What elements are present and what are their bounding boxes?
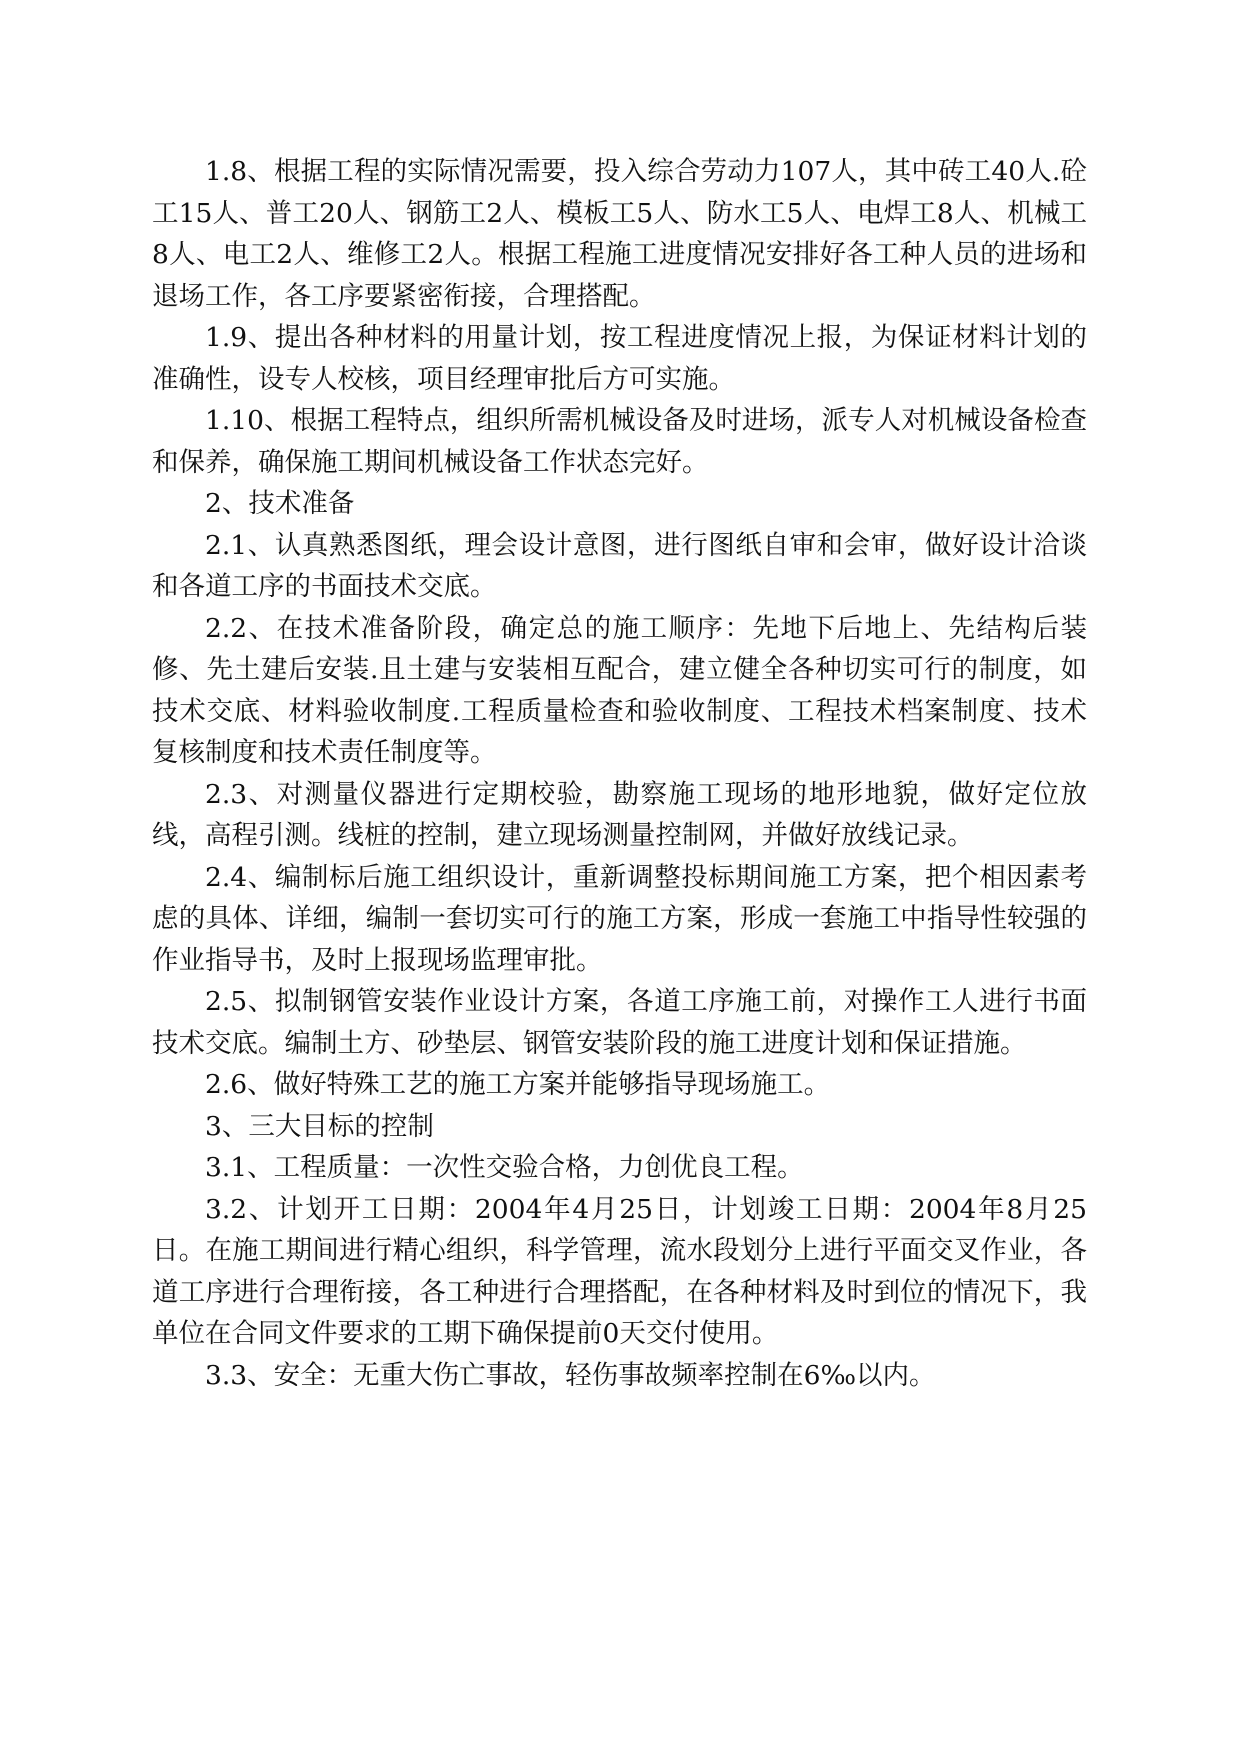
paragraph-3-3: 3.3、安全：无重大伤亡事故，轻伤事故频率控制在6‰以内。: [205, 1359, 936, 1391]
paragraph-2-5: 2.5、拟制钢管安装作业设计方案，各道工序施工前，对操作工人进行书面技术交底。编制土方、砂垫层、钢管安装阶段的施工进度计划和保证措施。: [152, 986, 1087, 1059]
paragraph-2-1: 2.1、认真熟悉图纸，理会设计意图，进行图纸自审和会审，做好设计洽谈和各道工序的书面技术交底。: [152, 529, 1087, 602]
paragraph-3-1: 3.1、工程质量：一次性交验合格，力创优良工程。: [205, 1152, 804, 1183]
document-body: [152, 151, 1087, 1396]
section-heading-3: 3、三大目标的控制: [205, 1110, 434, 1142]
paragraph-1-9: 1.9、提出各种材料的用量计划，按工程进度情况上报，为保证材料计划的准确性，设专人校核，项目经理审批后方可实施。: [152, 322, 1087, 395]
paragraph-2-3: 2.3、对测量仪器进行定期校验，勘察施工现场的地形地貌，做好定位放线，高程引测。线桩的控制，建立现场测量控制网，并做好放线记录。: [152, 778, 1087, 851]
paragraph-1-8: 1.8、根据工程的实际情况需要，投入综合劳动力107人，其中砖工40人.砼工15人、普工20人、钢筋工2人、模板工5人、防水工5人、电焊工8人、机械工8人、电工2人、维修工2人。根据工程施工进度情况安排好各工种人员的进场和退场工作，各工序要紧密衔接，合理搭配。: [152, 156, 1087, 312]
section-heading-2: 2、技术准备: [205, 488, 355, 519]
paragraph-2-4: 2.4、编制标后施工组织设计，重新调整投标期间施工方案，把个相因素考虑的具体、详细，编制一套切实可行的施工方案，形成一套施工中指导性较强的作业指导书，及时上报现场监理审批。: [152, 861, 1087, 976]
paragraph-3-2: 3.2、计划开工日期：2004年4月25日，计划竣工日期：2004年8月25日。在施工期间进行精心组织，科学管理，流水段划分上进行平面交叉作业，各道工序进行合理衔接，各工种进行合理搭配，在各种材料及时到位的情况下，我单位在合同文件要求的工期下确保提前0天交付使用。: [152, 1193, 1087, 1349]
paragraph-2-6: 2.6、做好特殊工艺的施工方案并能够指导现场施工。: [205, 1069, 831, 1100]
paragraph-1-10: 1.10、根据工程特点，组织所需机械设备及时进场，派专人对机械设备检查和保养，确保施工期间机械设备工作状态完好。: [152, 405, 1087, 478]
paragraph-2-2: 2.2、在技术准备阶段，确定总的施工顺序：先地下后地上、先结构后装修、先土建后安装.且土建与安装相互配合，建立健全各种切实可行的制度，如技术交底、材料验收制度.工程质量检查和验收制度、工程技术档案制度、技术复核制度和技术责任制度等。: [152, 612, 1087, 768]
